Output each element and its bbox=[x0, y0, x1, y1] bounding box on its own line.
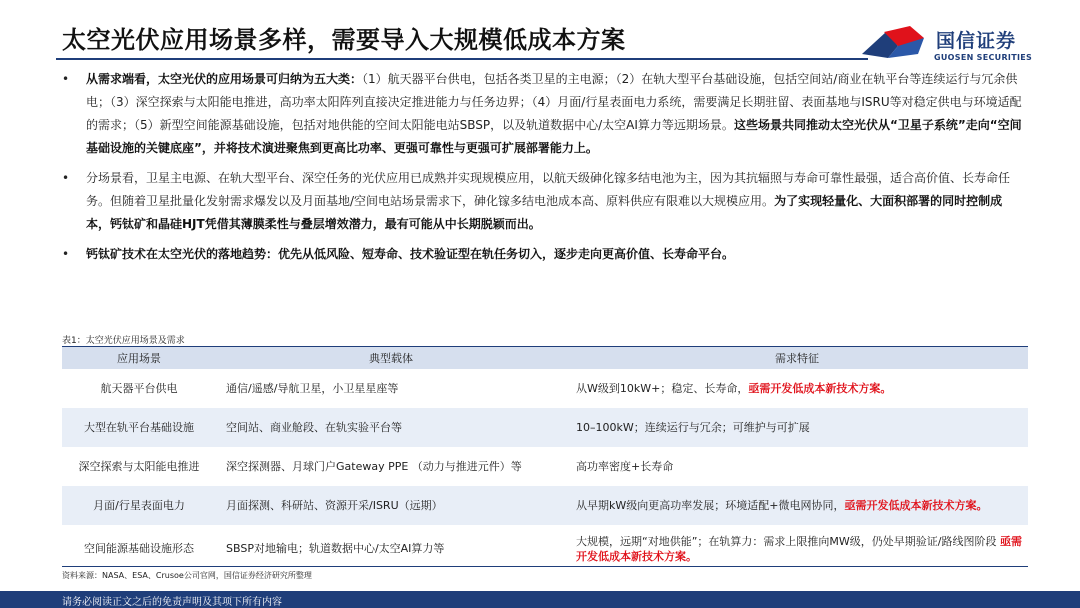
table-row bbox=[62, 447, 1028, 486]
table-header-cell: 需求特征 bbox=[566, 347, 1028, 369]
bullet-bold-lead: 钙钛矿技术在太空光伏的落地趋势：优先从低风险、短寿命、技术验证型在轨任务切入，逐步走向更高价值、长寿命平台。 bbox=[86, 247, 735, 261]
bullet-list bbox=[62, 68, 1024, 273]
table-row bbox=[62, 486, 1028, 525]
bullet-bold-conclusion: 这些场景共同推动太空光伏从“卫星子系统”走向“空间基础设施的关键底座”，并将技术演进聚焦到更高比功率、更强可靠性与更强可扩展部署能力上。 bbox=[86, 118, 1022, 155]
carrier-cell: SBSP对地输电；轨道数据中心/太空AI算力等 bbox=[216, 525, 566, 573]
scene-cell: 空间能源基础设施形态 bbox=[62, 525, 216, 573]
logo-text-en: GUOSEN SECURITIES bbox=[934, 53, 1033, 62]
source-divider bbox=[62, 566, 1028, 567]
bullet-bold-lead: 从需求端看，太空光伏的应用场景可归纳为五大类： bbox=[86, 72, 363, 86]
demand-text: 10–100kW；连续运行与冗余；可维护与可扩展 bbox=[576, 421, 810, 434]
demand-highlight: 亟需开发低成本新技术方案。 bbox=[844, 499, 988, 512]
bullet-item bbox=[62, 243, 1024, 266]
logo-text-cn: 国信证券 bbox=[936, 30, 1017, 52]
bullet-dot-icon: • bbox=[62, 247, 70, 261]
carrier-cell: 通信/遥感/导航卫星，小卫星星座等 bbox=[216, 369, 566, 408]
table-row bbox=[62, 369, 1028, 408]
bullet-text: （1）航天器平台供电，包括各类卫星的主电源；（2）在轨大型平台基础设施，包括空间站/商业在轨平台等连续运行与冗余供电；（3）深空探索与太阳能电推进，高功率太阳阵列直接决定推进能力与任务边界；（4）月面/行星表面电力系统，需要满足长期驻留、表面基地与ISRU等对稳定供电与环境适配的需求；（5）新型空间能源基础设施，包括对地供能的空间太阳能电站SBSP，以及轨道数据中心/太空AI算力等远期场景。 bbox=[86, 72, 1022, 132]
demand-cell bbox=[566, 486, 1028, 525]
bullet-dot-icon: • bbox=[62, 171, 70, 185]
carrier-cell: 月面探测、科研站、资源开采/ISRU（远期） bbox=[216, 486, 566, 525]
scene-cell: 大型在轨平台基础设施 bbox=[62, 408, 216, 447]
demand-cell bbox=[566, 369, 1028, 408]
bullet-bold-conclusion: 为了实现轻量化、大面积部署的同时控制成本，钙钛矿和晶硅HJT凭借其薄膜柔性与叠层增效潜力，最有可能从中长期脱颖而出。 bbox=[86, 194, 1003, 231]
demand-highlight: 亟需开发低成本新技术方案。 bbox=[576, 534, 1022, 563]
demand-highlight: 亟需开发低成本新技术方案。 bbox=[748, 382, 892, 395]
table-row bbox=[62, 408, 1028, 447]
brand-logo bbox=[858, 22, 1038, 66]
page-title: 太空光伏应用场景多样，需要导入大规模低成本方案 bbox=[62, 26, 626, 54]
carrier-cell: 空间站、商业舱段、在轨实验平台等 bbox=[216, 408, 566, 447]
source-note: 资料来源：NASA、ESA、Crusoe公司官网，国信证券经济研究所整理 bbox=[62, 571, 312, 580]
scene-cell: 航天器平台供电 bbox=[62, 369, 216, 408]
guosen-logo-icon bbox=[858, 24, 930, 64]
table-header-cell: 典型载体 bbox=[216, 347, 566, 369]
carrier-cell: 深空探测器、月球门户Gateway PPE （动力与推进元件）等 bbox=[216, 447, 566, 486]
table-header-row bbox=[62, 347, 1028, 369]
scene-cell: 深空探索与太阳能电推进 bbox=[62, 447, 216, 486]
bullet-item bbox=[62, 167, 1024, 236]
bullet-text: 分场景看，卫星主电源、在轨大型平台、深空任务的光伏应用已成熟并实现规模应用，以航天级砷化镓多结电池为主，因为其抗辐照与寿命可靠性最强，适合高价值、长寿命任务。但随着卫星批量化发射需求爆发以及月面基地/空间电站场景需求下，砷化镓多结电池成本高、原料供应有限难以大规模应用。 bbox=[86, 171, 1011, 208]
scene-cell: 月面/行星表面电力 bbox=[62, 486, 216, 525]
demand-text: 从早期kW级向更高功率发展；环境适配+微电网协同， bbox=[576, 499, 845, 512]
title-underline bbox=[56, 58, 868, 60]
disclaimer-text: 请务必阅读正文之后的免责声明及其项下所有内容 bbox=[62, 597, 282, 608]
bullet-dot-icon: • bbox=[62, 72, 70, 86]
demand-cell bbox=[566, 447, 1028, 486]
demand-text: 高功率密度+长寿命 bbox=[576, 460, 674, 473]
scenario-table bbox=[62, 346, 1028, 573]
demand-text: 从W级到10kW+；稳定、长寿命， bbox=[576, 382, 749, 395]
table-header-cell: 应用场景 bbox=[62, 347, 216, 369]
footer-bar bbox=[0, 591, 1080, 608]
demand-cell bbox=[566, 408, 1028, 447]
table-caption: 表1：太空光伏应用场景及需求 bbox=[62, 336, 185, 346]
bullet-item bbox=[62, 68, 1024, 160]
demand-text: 大规模，远期“对地供能”；在轨算力：需求上限推向MW级，仍处早期验证/路线图阶段 bbox=[576, 534, 997, 548]
